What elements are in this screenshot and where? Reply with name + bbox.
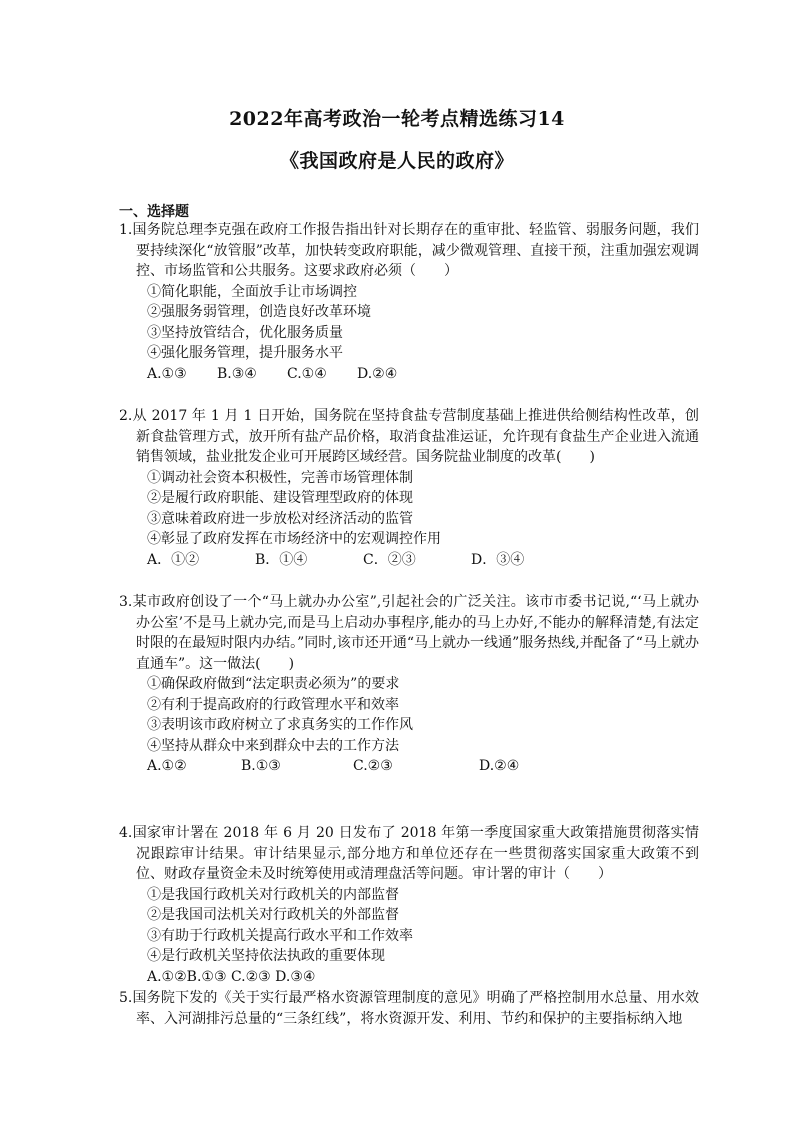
option-line: ④是行政机关坚持依法执政的重要体现 <box>147 948 385 964</box>
document-subtitle: 《我国政府是人民的政府》 <box>279 150 514 172</box>
choice-b: B.①③ <box>241 758 281 774</box>
choice-b: B．①④ <box>255 551 308 568</box>
choice-d: D．③④ <box>471 551 525 568</box>
choice-a: A．①② <box>147 551 200 568</box>
option-line: ④彰显了政府发挥在市场经济中的宏观调控作用 <box>147 531 441 547</box>
choice-a: A.①③ <box>147 365 187 382</box>
choice-c: C．②③ <box>363 551 416 568</box>
answer-choices: A.①②B.①③ C.②③ D.③④ <box>147 968 316 985</box>
option-line: ①调动社会资本积极性，完善市场管理体制 <box>147 469 413 486</box>
question-stem: 4.国家审计署在 2018 年 6 月 20 日发布了 2018 年第一季度国家重大政策措施贯彻落实情况跟踪审计结果。审计结果显示,部分地方和单位还存在一些贯彻落实国家重大政策不到位、财政存量资金未及时统筹使用或清理盘活等问题。审计署的审计（ ） <box>119 825 699 882</box>
section-heading: 一、选择题 <box>119 204 189 220</box>
question-4 <box>119 823 699 987</box>
answer-choices <box>119 364 699 385</box>
question-stem: 1.国务院总理李克强在政府工作报告指出针对长期存在的重审批、轻监管、弱服务问题，我们要持续深化“放管服”改革，加快转变政府职能，减少微观管理、直接干预，注重加强宏观调控、市场监管和公共服务。这要求政府必须（ ） <box>119 222 699 279</box>
option-line: ①确保政府做到“法定职责必须为”的要求 <box>147 676 400 692</box>
answer-choices <box>119 550 699 571</box>
question-5 <box>119 988 699 1029</box>
choice-c: C.②③ <box>353 758 393 774</box>
document-title: 2022年高考政治一轮考点精选练习14 <box>229 108 565 130</box>
question-stem: 2.从 2017 年 1 月 1 日开始，国务院在坚持食盐专营制度基础上推进供给侧结构性改革，创新食盐管理方式，放开所有盐产品价格，取消食盐准运证，允许现有食盐生产企业进入流通销售领域，盐业批发企业可开展跨区域经营。国务院盐业制度的改革( ) <box>119 408 699 465</box>
option-line: ②是我国司法机关对行政机关的外部监督 <box>147 907 399 923</box>
option-line: ④坚持从群众中来到群众中去的工作方法 <box>147 737 399 754</box>
question-stem: 5.国务院下发的《关于实行最严格水资源管理制度的意见》明确了严格控制用水总量、用水效率、入河湖排污总量的“三条红线”，将水资源开发、利用、节约和保护的主要指标纳入地 <box>119 990 699 1027</box>
choice-d: D.②④ <box>479 758 520 774</box>
question-3 <box>119 592 699 777</box>
question-1 <box>119 220 699 384</box>
choice-a: A.①② <box>147 758 187 774</box>
option-line: ③有助于行政机关提高行政水平和工作效率 <box>147 927 413 944</box>
option-line: ③表明该市政府树立了求真务实的工作作风 <box>147 717 413 733</box>
option-line: ③坚持放管结合，优化服务质量 <box>147 324 343 341</box>
option-line: ①是我国行政机关对行政机关的内部监督 <box>147 886 399 903</box>
question-2 <box>119 406 699 570</box>
option-line: ②强服务弱管理，创造良好改革环境 <box>147 304 371 320</box>
option-line: ④强化服务管理，提升服务水平 <box>147 345 343 361</box>
choice-b: B.③④ <box>217 365 257 382</box>
choice-d: D.②④ <box>357 365 398 382</box>
option-line: ①简化职能，全面放手让市场调控 <box>147 283 357 300</box>
option-line: ②是履行政府职能、建设管理型政府的体现 <box>147 490 413 506</box>
choice-c: C.①④ <box>287 365 327 382</box>
question-stem: 3.某市政府创设了一个“马上就办办公室”,引起社会的广泛关注。该市市委书记说,“‘马上就办办公室’不是马上就办完,而是马上启动办事程序,能办的马上办好,不能办的解释清楚,有法定时限的在最短时限内办结。”同时,该市还开通“马上就办一线通”服务热线,并配备了“马上就办直通车”。这一做法( ) <box>119 594 699 672</box>
answer-choices <box>119 756 699 777</box>
option-line: ②有利于提高政府的行政管理水平和效率 <box>147 696 399 713</box>
option-line: ③意味着政府进一步放松对经济活动的监管 <box>147 510 413 527</box>
